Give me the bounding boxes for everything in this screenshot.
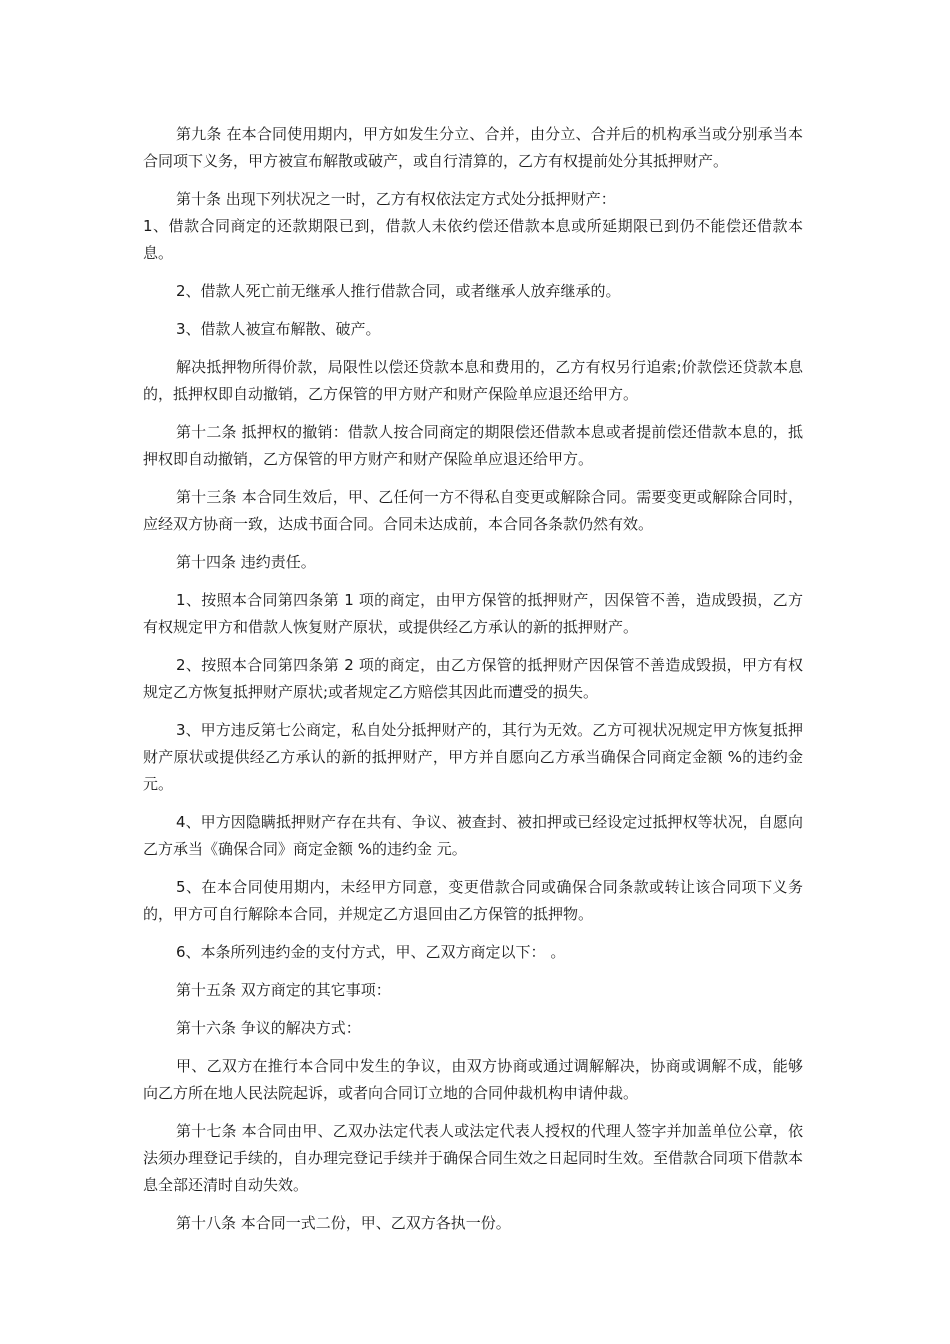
paragraph-article-14-item-2: 2、按照本合同第四条第 2 项的商定，由乙方保管的抵押财产因保管不善造成毁损，甲方有权规定乙方恢复抵押财产原状;或者规定乙方赔偿其因此而遭受的损失。 — [143, 656, 803, 701]
paragraph-article-14-item-6: 6、本条所列违约金的支付方式，甲、乙双方商定以下： 。 — [176, 943, 566, 961]
paragraph-article-14-item-4: 4、甲方因隐瞒抵押财产存在共有、争议、被查封、被扣押或已经设定过抵押权等状况，自愿向乙方承当《确保合同》商定金额 %的违约金 元。 — [143, 813, 803, 858]
paragraph-collateral-proceeds: 解决抵押物所得价款，局限性以偿还贷款本息和费用的，乙方有权另行追索;价款偿还贷款本息的，抵押权即自动撤销，乙方保管的甲方财产和财产保险单应退还给甲方。 — [143, 358, 803, 403]
paragraph-article-17: 第十七条 本合同由甲、乙双办法定代表人或法定代表人授权的代理人签字并加盖单位公章，依法须办理登记手续的，自办理完登记手续并于确保合同生效之日起同时生效。至借款合同项下借款本息全部还清时自动失效。 — [143, 1122, 804, 1194]
paragraph-article-14: 第十四条 违约责任。 — [176, 553, 316, 571]
paragraph-article-16: 第十六条 争议的解决方式： — [176, 1019, 361, 1037]
paragraph-article-10-item-1: 1、借款合同商定的还款期限已到，借款人未依约偿还借款本息或所延期限已到仍不能偿还借款本息。 — [143, 217, 803, 262]
paragraph-article-9: 第九条 在本合同使用期内，甲方如发生分立、合并，由分立、合并后的机构承当或分别承当本合同项下义务，甲方被宣布解散或破产，或自行清算的，乙方有权提前处分其抵押财产。 — [143, 125, 803, 170]
paragraph-dispute-resolution: 甲、乙双方在推行本合同中发生的争议，由双方协商或通过调解解决，协商或调解不成，能够向乙方所在地人民法院起诉，或者向合同订立地的合同仲裁机构申请仲裁。 — [143, 1057, 803, 1102]
paragraph-article-14-item-5: 5、在本合同使用期内，未经甲方同意，变更借款合同或确保合同条款或转让该合同项下义务的，甲方可自行解除本合同，并规定乙方退回由乙方保管的抵押物。 — [143, 878, 803, 923]
paragraph-article-14-item-3: 3、甲方违反第七公商定，私自处分抵押财产的，其行为无效。乙方可视状况规定甲方恢复抵押财产原状或提供经乙方承认的新的抵押财产，甲方并自愿向乙方承当确保合同商定金额 %的违约金 元。 — [143, 721, 803, 793]
paragraph-article-14-item-1: 1、按照本合同第四条第 1 项的商定，由甲方保管的抵押财产，因保管不善，造成毁损，乙方有权规定甲方和借款人恢复财产原状，或提供经乙方承认的新的抵押财产。 — [143, 591, 803, 636]
document-page — [143, 121, 803, 1248]
paragraph-article-12: 第十二条 抵押权的撤销：借款人按合同商定的期限偿还借款本息或者提前偿还借款本息的，抵押权即自动撤销，乙方保管的甲方财产和财产保险单应退还给甲方。 — [143, 423, 803, 468]
paragraph-article-10: 第十条 出现下列状况之一时，乙方有权依法定方式处分抵押财产： — [176, 190, 616, 208]
paragraph-article-15: 第十五条 双方商定的其它事项： — [176, 981, 391, 999]
paragraph-article-13: 第十三条 本合同生效后，甲、乙任何一方不得私自变更或解除合同。需要变更或解除合同时，应经双方协商一致，达成书面合同。合同未达成前，本合同各条款仍然有效。 — [143, 488, 803, 533]
paragraph-article-18: 第十八条 本合同一式二份，甲、乙双方各执一份。 — [176, 1214, 511, 1232]
paragraph-article-10-item-2: 2、借款人死亡前无继承人推行借款合同，或者继承人放弃继承的。 — [176, 282, 621, 300]
paragraph-article-10-item-3: 3、借款人被宣布解散、破产。 — [176, 320, 381, 338]
